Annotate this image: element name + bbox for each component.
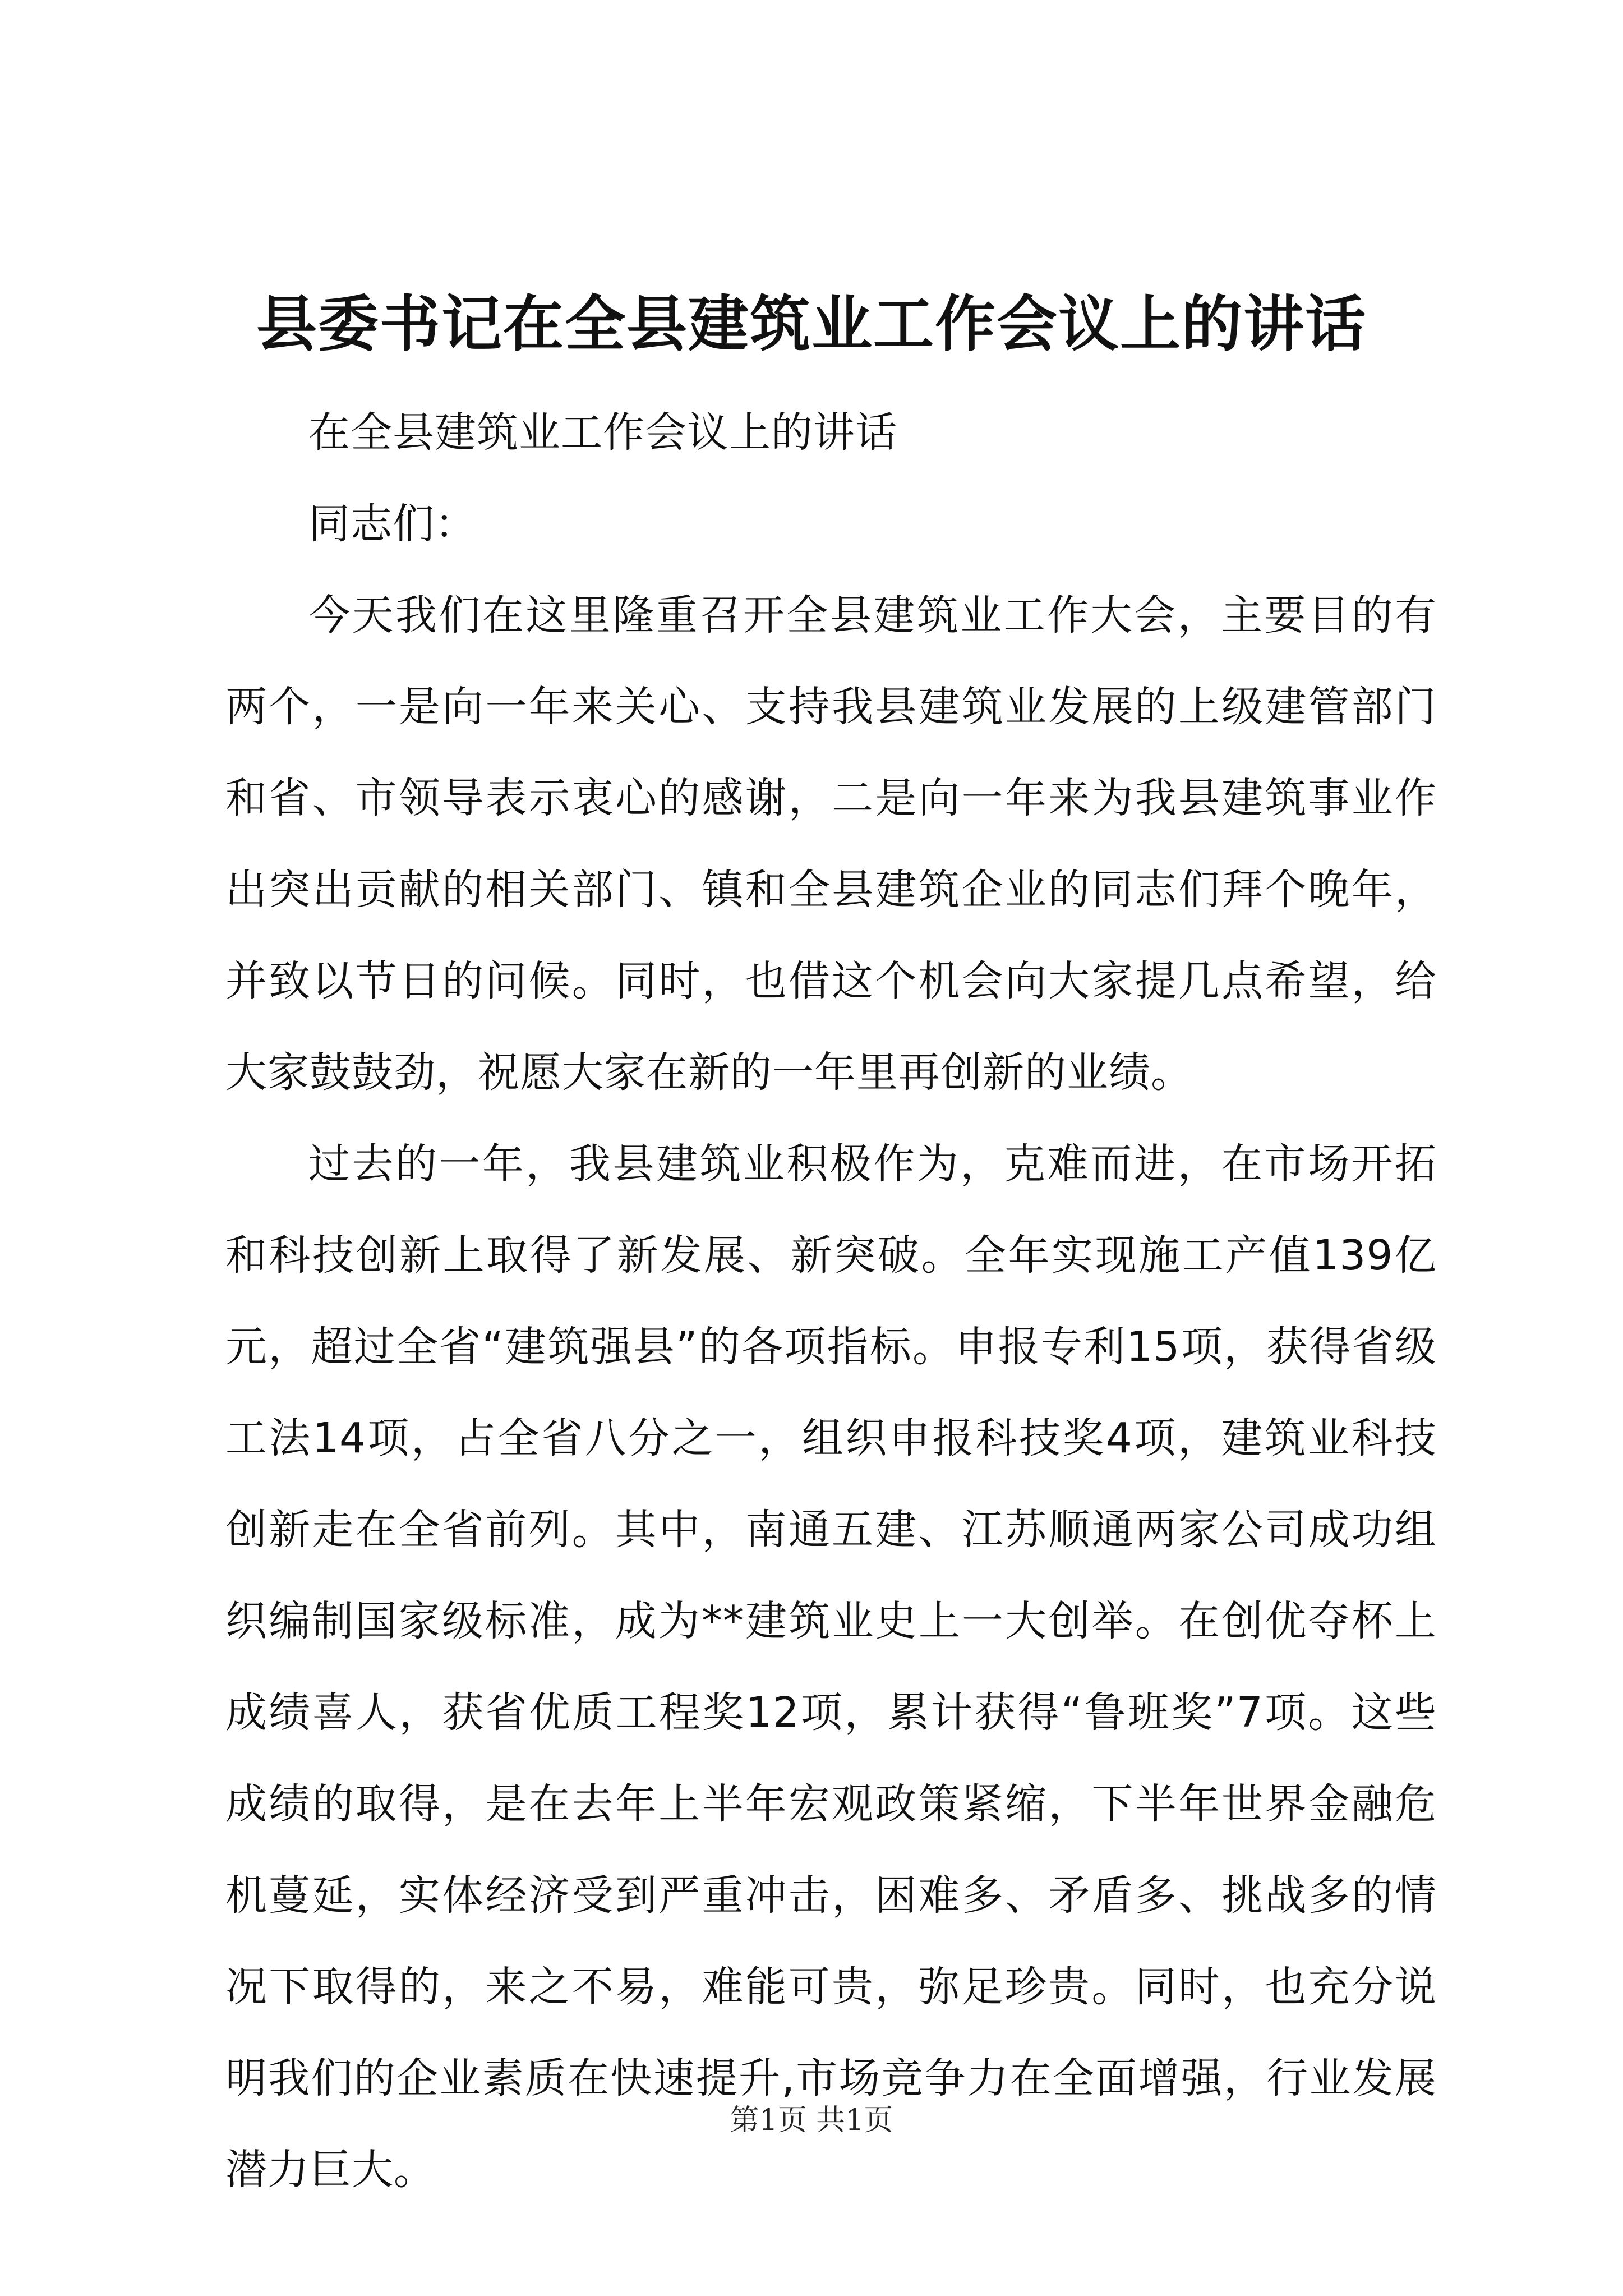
paragraph-opening: 今天我们在这里隆重召开全县建筑业工作大会，主要目的有两个，一是向一年来关心、支持我县建筑业发展的上级建管部门和省、市领导表示衷心的感谢，二是向一年来为我县建筑事业作出突出贡献的相关部门、镇和全县建筑企业的同志们拜个晚年，并致以节日的问候。同时，也借这个机会向大家提几点希望，给大家鼓鼓劲，祝愿大家在新的一年里再创新的业绩。 <box>225 591 1437 1097</box>
salutation: 同志们： <box>308 500 477 548</box>
document-body <box>225 387 1437 2216</box>
page-number-footer: 第1页 共1页 <box>730 2104 893 2137</box>
paragraph-achievements: 过去的一年，我县建筑业积极作为，克难而进，在市场开拓和科技创新上取得了新发展、新突破。全年实现施工产值139亿元，超过全省“建筑强县”的各项指标。申报专利15项，获得省级工法14项，占全省八分之一，组织申报科技奖4项，建筑业科技创新走在全省前列。其中，南通五建、江苏顺通两家公司成功组织编制国家级标准，成为**建筑业史上一大创举。在创优夺杯上成绩喜人，获省优质工程奖12项，累计获得“鲁班奖”7项。这些成绩的取得，是在去年上半年宏观政策紧缩，下半年世界金融危机蔓延，实体经济受到严重冲击，困难多、矛盾多、挑战多的情况下取得的，来之不易，难能可贵，弥足珍贵。同时，也充分说明我们的企业素质在快速提升,市场竞争力在全面增强，行业发展潜力巨大。 <box>225 1140 1437 2194</box>
speech-subtitle: 在全县建筑业工作会议上的讲话 <box>308 408 897 457</box>
document-title: 县委书记在全县建筑业工作会议上的讲话 <box>256 289 1367 360</box>
